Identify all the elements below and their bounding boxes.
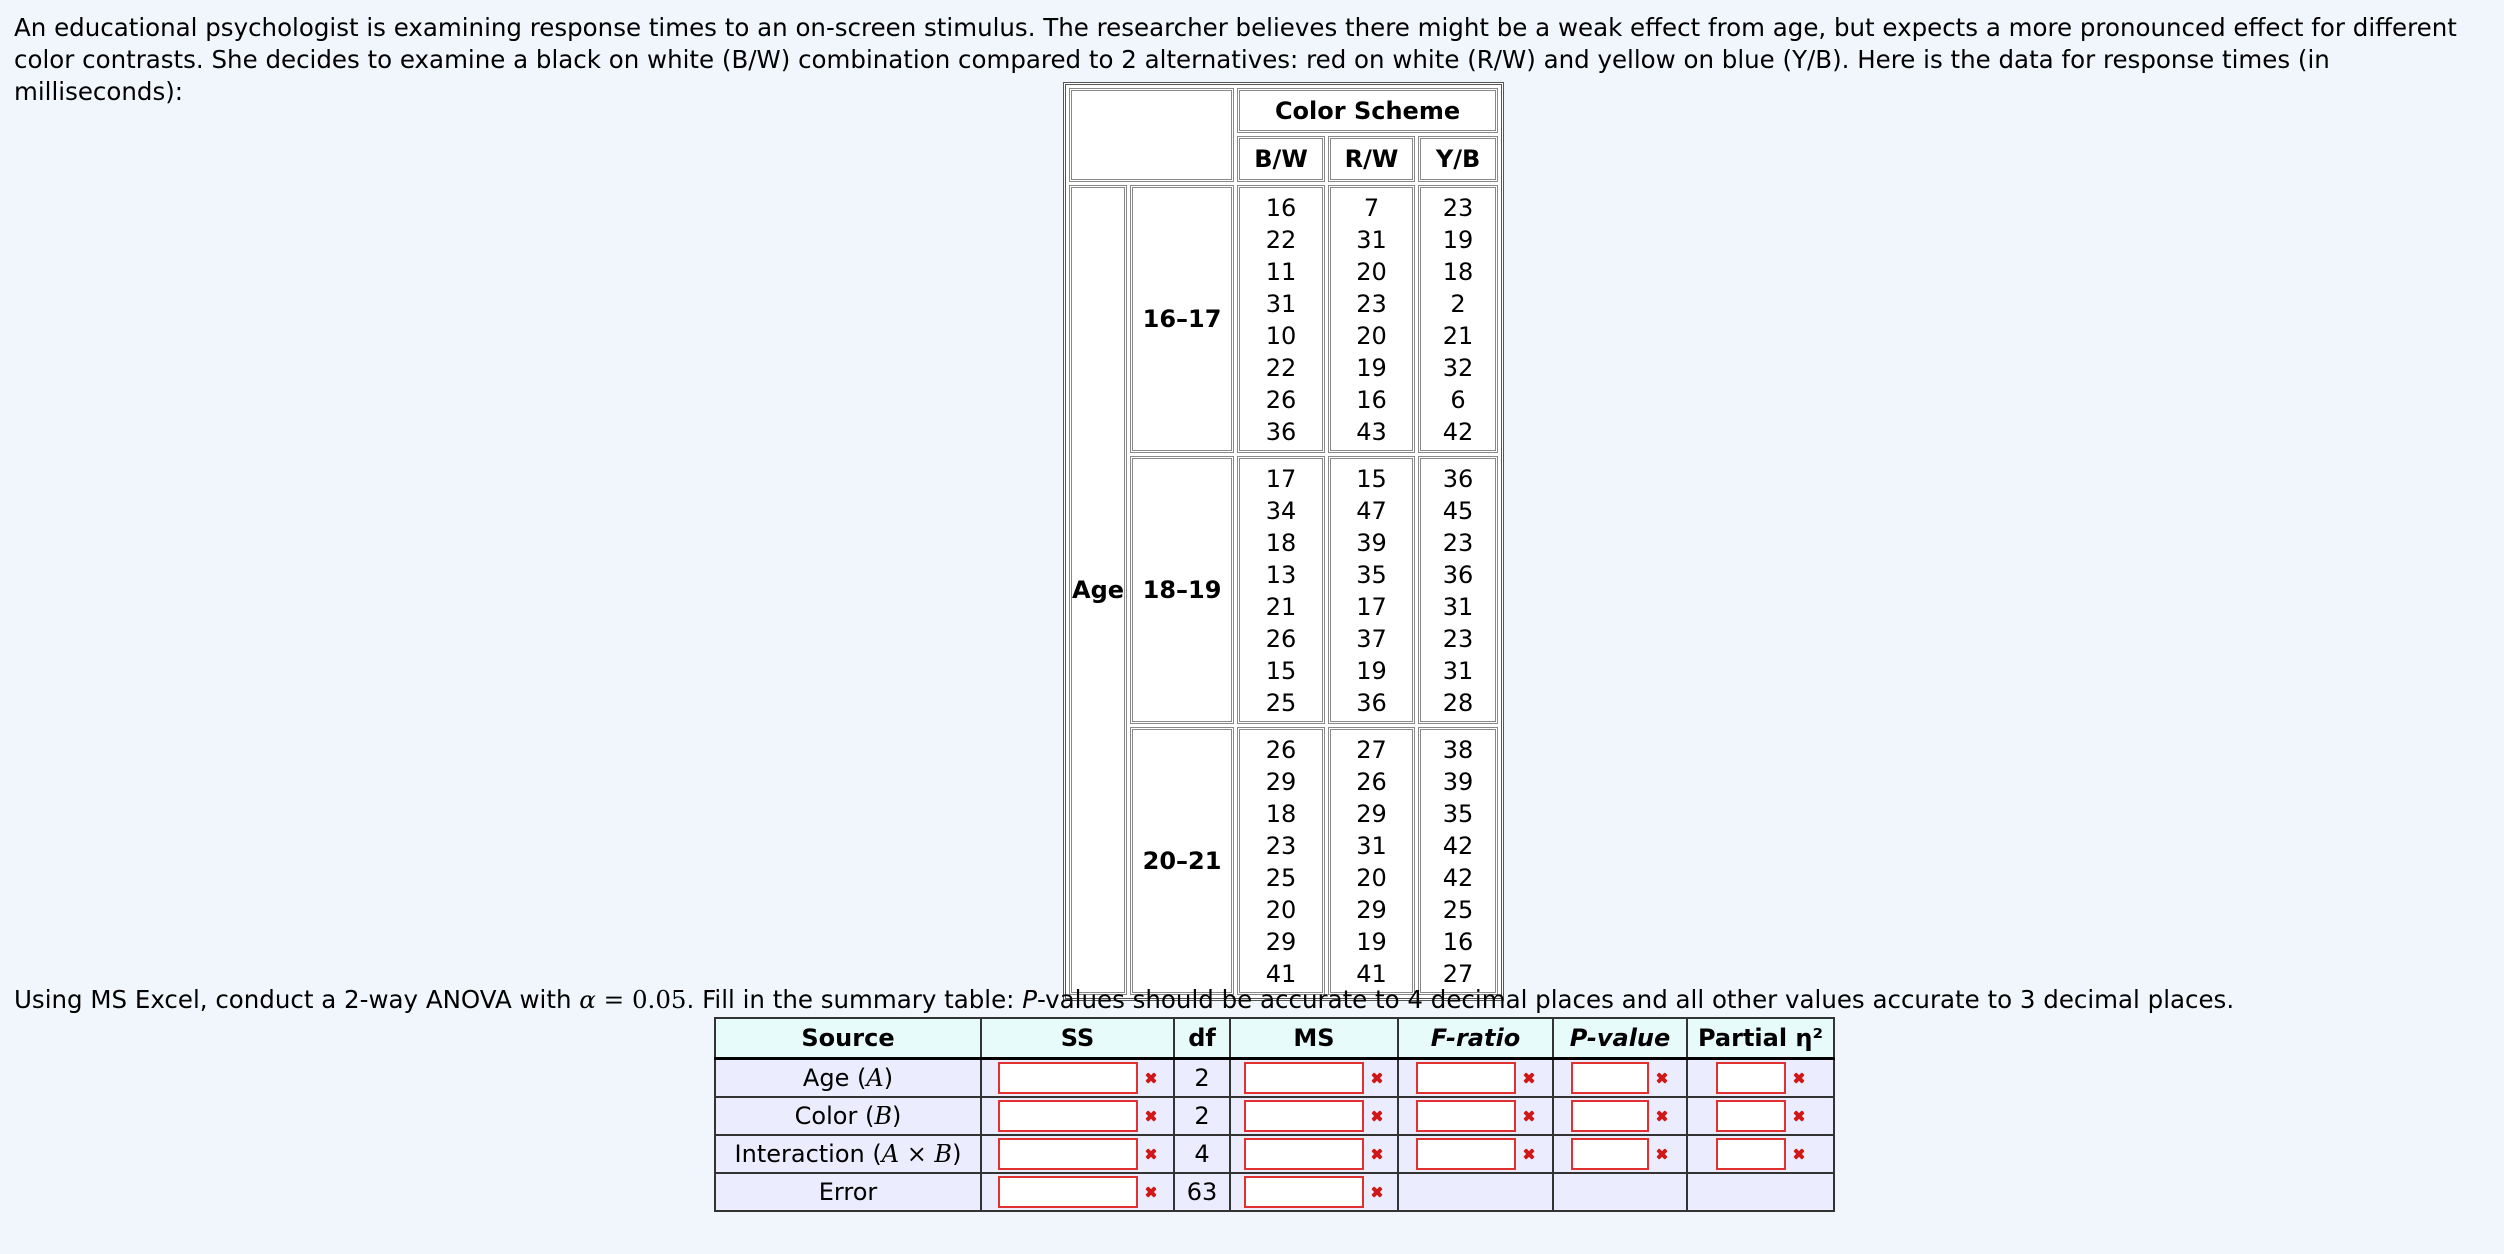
ms-error-input[interactable]	[1244, 1176, 1364, 1208]
age-group-label: 16–17	[1130, 185, 1234, 453]
age-group-label: 20–21	[1130, 727, 1234, 995]
value-item: 23	[1442, 529, 1474, 557]
anova-summary-table	[714, 1017, 1835, 1212]
x-mark-icon	[1144, 1109, 1158, 1123]
value-item: 26	[1265, 625, 1297, 653]
value-item: 15	[1265, 657, 1297, 685]
values-cell	[1328, 727, 1415, 995]
x-mark-icon	[1370, 1109, 1384, 1123]
ms-cell	[1230, 1173, 1398, 1211]
eta-cell	[1687, 1097, 1834, 1135]
values-cell	[1418, 185, 1498, 453]
instructions-part2: . Fill in the summary table:	[686, 985, 1023, 1014]
value-item: 41	[1265, 960, 1297, 988]
value-item: 36	[1442, 465, 1474, 493]
p-color-input[interactable]	[1571, 1100, 1649, 1132]
ss-cell	[981, 1135, 1174, 1173]
source-interaction	[715, 1135, 981, 1173]
ss-color-input[interactable]	[998, 1100, 1138, 1132]
empty-cell	[1398, 1173, 1553, 1211]
x-mark-icon	[1522, 1109, 1536, 1123]
value-item: 13	[1265, 561, 1297, 589]
values-cell	[1418, 456, 1498, 724]
x-mark-icon	[1144, 1185, 1158, 1199]
value-item: 43	[1356, 418, 1387, 446]
eta-age-input[interactable]	[1716, 1062, 1786, 1094]
value-item: 18	[1442, 258, 1474, 286]
x-mark-icon	[1370, 1185, 1384, 1199]
value-item: 35	[1442, 800, 1474, 828]
ms-interaction-input[interactable]	[1244, 1138, 1364, 1170]
value-item: 25	[1265, 864, 1297, 892]
f-color-input[interactable]	[1416, 1100, 1516, 1132]
age-group-label: 18–19	[1130, 456, 1234, 724]
header-ss: SS	[981, 1018, 1174, 1059]
col-header-yb: Y/B	[1418, 136, 1498, 182]
table-row	[715, 1097, 1834, 1135]
df-age: 2	[1174, 1059, 1230, 1098]
equals-sign: =	[595, 985, 632, 1014]
value-item: 16	[1442, 928, 1474, 956]
source-close: )	[891, 1102, 902, 1130]
source-label: Color (	[794, 1102, 875, 1130]
value-item: 19	[1356, 354, 1387, 382]
value-item: 2	[1450, 290, 1466, 318]
value-item: 25	[1265, 689, 1297, 717]
value-item: 19	[1356, 657, 1387, 685]
value-item: 26	[1356, 768, 1387, 796]
ss-error-input[interactable]	[998, 1176, 1138, 1208]
value-item: 31	[1442, 657, 1474, 685]
value-item: 20	[1356, 258, 1387, 286]
value-item: 45	[1442, 497, 1474, 525]
value-item: 37	[1356, 625, 1387, 653]
instructions-part3: -values should be accurate to 4 decimal places and all other values accurate to 3 decimal places.	[1036, 985, 2235, 1014]
alpha-symbol: α	[579, 985, 596, 1014]
source-close: )	[883, 1064, 894, 1092]
value-item: 23	[1265, 832, 1297, 860]
source-age	[715, 1059, 981, 1098]
header-df: df	[1174, 1018, 1230, 1059]
value-item: 39	[1442, 768, 1474, 796]
source-close: )	[952, 1140, 962, 1168]
header-f-ratio: F-ratio	[1398, 1018, 1553, 1059]
table-corner	[1069, 88, 1234, 182]
x-mark-icon	[1792, 1109, 1806, 1123]
values-cell	[1237, 456, 1325, 724]
instructions	[14, 985, 2234, 1015]
x-mark-icon	[1792, 1071, 1806, 1085]
value-item: 41	[1356, 960, 1387, 988]
col-header-rw: R/W	[1328, 136, 1415, 182]
source-label: Age (	[802, 1064, 867, 1092]
header-partial-eta: Partial η²	[1687, 1018, 1834, 1059]
color-scheme-header: Color Scheme	[1237, 88, 1498, 133]
source-variable: A	[866, 1064, 884, 1092]
source-color	[715, 1097, 981, 1135]
value-item: 36	[1265, 418, 1297, 446]
x-mark-icon	[1522, 1147, 1536, 1161]
value-item: 23	[1442, 625, 1474, 653]
value-item: 34	[1265, 497, 1297, 525]
value-item: 15	[1356, 465, 1387, 493]
value-item: 6	[1450, 386, 1466, 414]
source-variable: B	[874, 1102, 892, 1130]
x-mark-icon	[1370, 1071, 1384, 1085]
value-item: 32	[1442, 354, 1474, 382]
value-item: 16	[1356, 386, 1387, 414]
source-label: Interaction (	[734, 1140, 882, 1168]
x-mark-icon	[1370, 1147, 1384, 1161]
value-item: 38	[1442, 736, 1474, 764]
values-cell	[1328, 185, 1415, 453]
value-item: 47	[1356, 497, 1387, 525]
ss-interaction-input[interactable]	[998, 1138, 1138, 1170]
ss-cell	[981, 1059, 1174, 1098]
header-p-value: P-value	[1553, 1018, 1687, 1059]
value-item: 26	[1265, 736, 1297, 764]
x-mark-icon	[1144, 1071, 1158, 1085]
value-item: 36	[1442, 561, 1474, 589]
ss-cell	[981, 1097, 1174, 1135]
values-cell	[1418, 727, 1498, 995]
value-item: 22	[1265, 226, 1297, 254]
value-item: 17	[1265, 465, 1297, 493]
f-cell	[1398, 1135, 1553, 1173]
value-item: 28	[1442, 689, 1474, 717]
df-interaction: 4	[1174, 1135, 1230, 1173]
value-item: 23	[1442, 194, 1474, 222]
value-item: 31	[1356, 832, 1387, 860]
eta-interaction-input[interactable]	[1716, 1138, 1786, 1170]
x-mark-icon	[1655, 1109, 1669, 1123]
ss-age-input[interactable]	[998, 1062, 1138, 1094]
value-item: 20	[1356, 864, 1387, 892]
alpha-value: 0.05	[631, 985, 687, 1014]
ms-cell	[1230, 1059, 1398, 1098]
empty-cell	[1553, 1173, 1687, 1211]
eta-color-input[interactable]	[1716, 1100, 1786, 1132]
ms-age-input[interactable]	[1244, 1062, 1364, 1094]
problem-intro: An educational psychologist is examining response times to an on-screen stimulus. The researcher believes there might be a weak effect from age, but expects a more pronounced effect for different color contrasts. She decides to examine a black on white (B/W) combination compared to 2 alternatives: red on white (R/W) and yellow on blue (Y/B). Here is the data for response times (in milliseconds):	[14, 13, 2457, 106]
value-item: 23	[1356, 290, 1387, 318]
ss-cell	[981, 1173, 1174, 1211]
value-item: 21	[1442, 322, 1474, 350]
p-cell	[1553, 1135, 1687, 1173]
x-mark-icon	[1655, 1071, 1669, 1085]
value-item: 31	[1265, 290, 1297, 318]
p-interaction-input[interactable]	[1571, 1138, 1649, 1170]
f-age-input[interactable]	[1416, 1062, 1516, 1094]
value-item: 29	[1356, 896, 1387, 924]
value-item: 19	[1442, 226, 1474, 254]
f-cell	[1398, 1059, 1553, 1098]
value-item: 29	[1265, 928, 1297, 956]
x-mark-icon	[1144, 1147, 1158, 1161]
value-item: 20	[1265, 896, 1297, 924]
ms-cell	[1230, 1135, 1398, 1173]
value-item: 35	[1356, 561, 1387, 589]
source-variable: A × B	[881, 1140, 953, 1168]
header-source: Source	[715, 1018, 981, 1059]
value-item: 27	[1442, 960, 1474, 988]
value-item: 11	[1265, 258, 1297, 286]
value-item: 27	[1356, 736, 1387, 764]
source-error: Error	[715, 1173, 981, 1211]
value-item: 39	[1356, 529, 1387, 557]
x-mark-icon	[1522, 1071, 1536, 1085]
f-interaction-input[interactable]	[1416, 1138, 1516, 1170]
header-ms: MS	[1230, 1018, 1398, 1059]
p-cell	[1553, 1059, 1687, 1098]
value-item: 18	[1265, 529, 1297, 557]
eta-cell	[1687, 1059, 1834, 1098]
value-item: 36	[1356, 689, 1387, 717]
table-row	[715, 1173, 1834, 1211]
value-item: 19	[1356, 928, 1387, 956]
p-age-input[interactable]	[1571, 1062, 1649, 1094]
col-header-bw: B/W	[1237, 136, 1325, 182]
value-item: 21	[1265, 593, 1297, 621]
value-item: 42	[1442, 418, 1474, 446]
df-color: 2	[1174, 1097, 1230, 1135]
value-item: 18	[1265, 800, 1297, 828]
response-time-table	[1063, 82, 1504, 1001]
f-cell	[1398, 1097, 1553, 1135]
value-item: 26	[1265, 386, 1297, 414]
values-cell	[1328, 456, 1415, 724]
value-item: 16	[1265, 194, 1297, 222]
ms-color-input[interactable]	[1244, 1100, 1364, 1132]
value-item: 7	[1363, 194, 1380, 222]
ms-cell	[1230, 1097, 1398, 1135]
table-row	[715, 1059, 1834, 1098]
x-mark-icon	[1792, 1147, 1806, 1161]
values-cell	[1237, 727, 1325, 995]
x-mark-icon	[1655, 1147, 1669, 1161]
value-item: 10	[1265, 322, 1297, 350]
value-item: 17	[1356, 593, 1387, 621]
value-item: 42	[1442, 832, 1474, 860]
value-item: 42	[1442, 864, 1474, 892]
empty-cell	[1687, 1173, 1834, 1211]
value-item: 29	[1265, 768, 1297, 796]
pvalue-word: P	[1022, 985, 1037, 1014]
df-error: 63	[1174, 1173, 1230, 1211]
value-item: 20	[1356, 322, 1387, 350]
values-cell	[1237, 185, 1325, 453]
value-item: 31	[1442, 593, 1474, 621]
value-item: 25	[1442, 896, 1474, 924]
value-item: 29	[1356, 800, 1387, 828]
value-item: 22	[1265, 354, 1297, 382]
instructions-part1: Using MS Excel, conduct a 2-way ANOVA with	[14, 985, 580, 1014]
eta-cell	[1687, 1135, 1834, 1173]
age-factor-label: Age	[1069, 185, 1127, 995]
p-cell	[1553, 1097, 1687, 1135]
value-item: 31	[1356, 226, 1387, 254]
table-row	[715, 1135, 1834, 1173]
